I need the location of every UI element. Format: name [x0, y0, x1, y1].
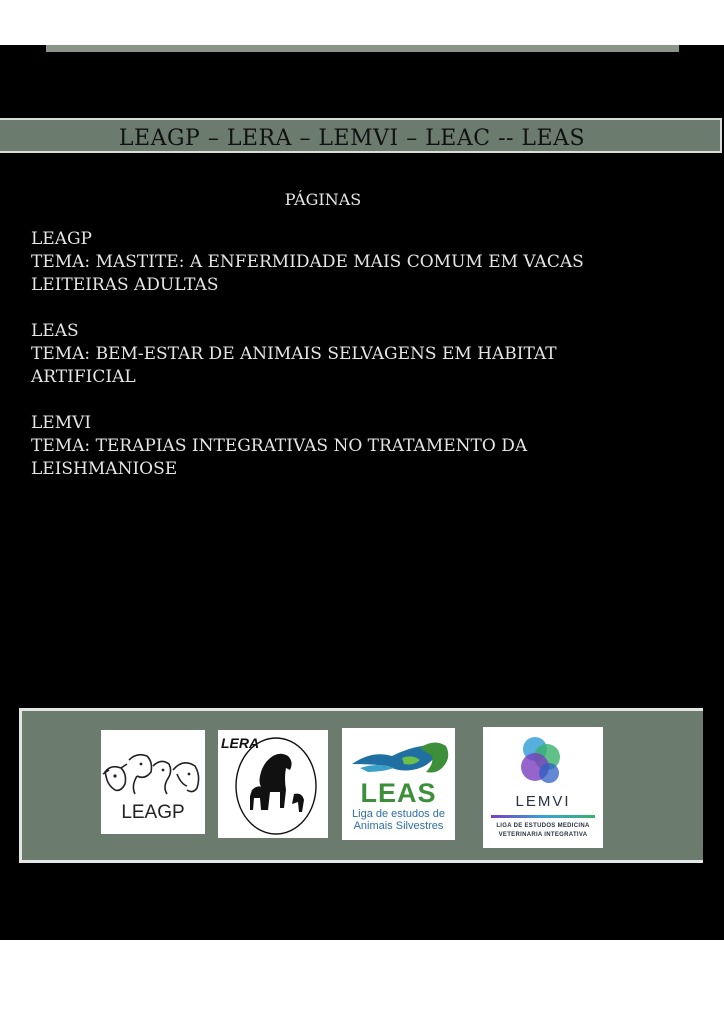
lemvi-subtitle-line1: LIGA DE ESTUDOS MEDICINA [496, 823, 590, 829]
toc-topic-continued: LEISHMANIOSE [31, 459, 178, 479]
leas-subtitle-line2: Animais Silvestres [353, 820, 444, 832]
toc-topic: TEMA: MASTITE: A ENFERMIDADE MAIS COMUM EM VACAS [31, 252, 584, 272]
header-banner [0, 118, 722, 153]
lemvi-logo [483, 727, 603, 848]
leas-subtitle-line1: Liga de estudos de [352, 808, 445, 820]
lemvi-gradient-bar [491, 815, 595, 818]
leas-logo-subtitle [342, 808, 455, 832]
lemvi-logo-text: LEMVI [515, 793, 571, 810]
toc-topic-continued: ARTIFICIAL [31, 367, 136, 387]
toc-entry-leas [31, 320, 631, 389]
toc-topic: TEMA: TERAPIAS INTEGRATIVAS NO TRATAMENTO DA [31, 436, 528, 456]
toc-league: LEMVI [31, 413, 92, 433]
top-rule [46, 45, 679, 52]
document-page [0, 45, 724, 940]
lera-logo [218, 730, 328, 838]
contents-heading: PÁGINAS [284, 190, 362, 209]
leas-logo [342, 728, 455, 840]
toc-entry-leagp [31, 228, 631, 297]
toc-league: LEAGP [31, 229, 92, 249]
toc-league: LEAS [31, 321, 79, 341]
lemvi-logo-subtitle [483, 822, 603, 840]
banner-title: LEAGP – LERA – LEMVI – LEAC -- LEAS [118, 126, 586, 151]
table-of-contents [31, 228, 631, 504]
leagp-logo [101, 730, 205, 834]
toc-topic-continued: LEITEIRAS ADULTAS [31, 275, 219, 295]
leas-logo-text: LEAS [360, 778, 437, 808]
toc-entry-lemvi [31, 412, 631, 481]
lera-logo-text: LERA [221, 735, 260, 751]
logo-panel [19, 708, 703, 863]
leagp-logo-text: LEAGP [121, 802, 185, 823]
toc-topic: TEMA: BEM-ESTAR DE ANIMAIS SELVAGENS EM HABITAT [31, 344, 557, 364]
lemvi-subtitle-line2: VETERINARIA INTEGRATIVA [498, 832, 588, 838]
